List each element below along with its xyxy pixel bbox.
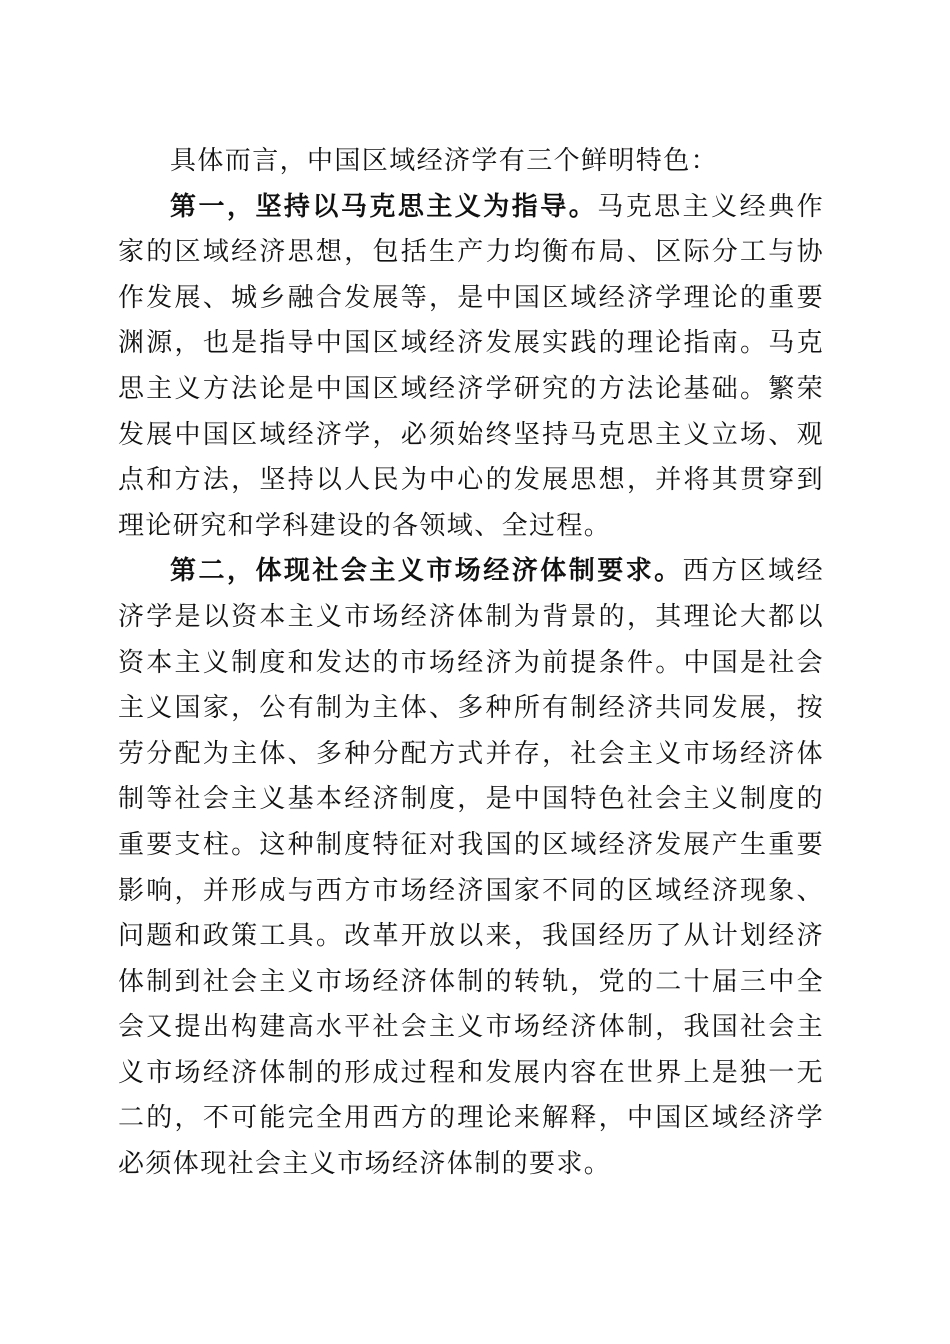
paragraph-lead: 第二，体现社会主义市场经济体制要求。 [170, 556, 683, 587]
document-body [118, 139, 824, 1188]
paragraph-text: 西方区域经济学是以资本主义市场经济体制为背景的，其理论大都以资本主义制度和发达的市场经济为前提条件。中国是社会主义国家，公有制为主体、多种所有制经济共同发展，按劳分配为主体、多种分配方式并存，社会主义市场经济体制等社会主义基本经济制度，是中国特色社会主义制度的重要支柱。这种制度特征对我国的区域经济发展产生重要影响，并形成与西方市场经济国家不同的区域经济现象、问题和政策工具。改革开放以来，我国经历了从计划经济体制到社会主义市场经济体制的转轨，党的二十届三中全会又提出构建高水平社会主义市场经济体制，我国社会主义市场经济体制的形成过程和发展内容在世界上是独一无二的，不可能完全用西方的理论来解释，中国区域经济学必须体现社会主义市场经济体制的要求。 [118, 556, 824, 1180]
paragraph-text: 马克思主义经典作家的区域经济思想，包括生产力均衡布局、区际分工与协作发展、城乡融合发展等，是中国区域经济学理论的重要渊源，也是指导中国区域经济发展实践的理论指南。马克思主义方法论是中国区域经济学研究的方法论基础。繁荣发展中国区域经济学，必须始终坚持马克思主义立场、观点和方法，坚持以人民为中心的发展思想，并将其贯穿到理论研究和学科建设的各领域、全过程。 [118, 191, 824, 541]
paragraph-first-feature [118, 185, 824, 550]
paragraph-second-feature [118, 549, 824, 1187]
paragraph-intro [118, 139, 824, 185]
paragraph-lead: 第一，坚持以马克思主义为指导。 [170, 191, 598, 222]
paragraph-text: 具体而言，中国区域经济学有三个鲜明特色： [170, 146, 719, 176]
